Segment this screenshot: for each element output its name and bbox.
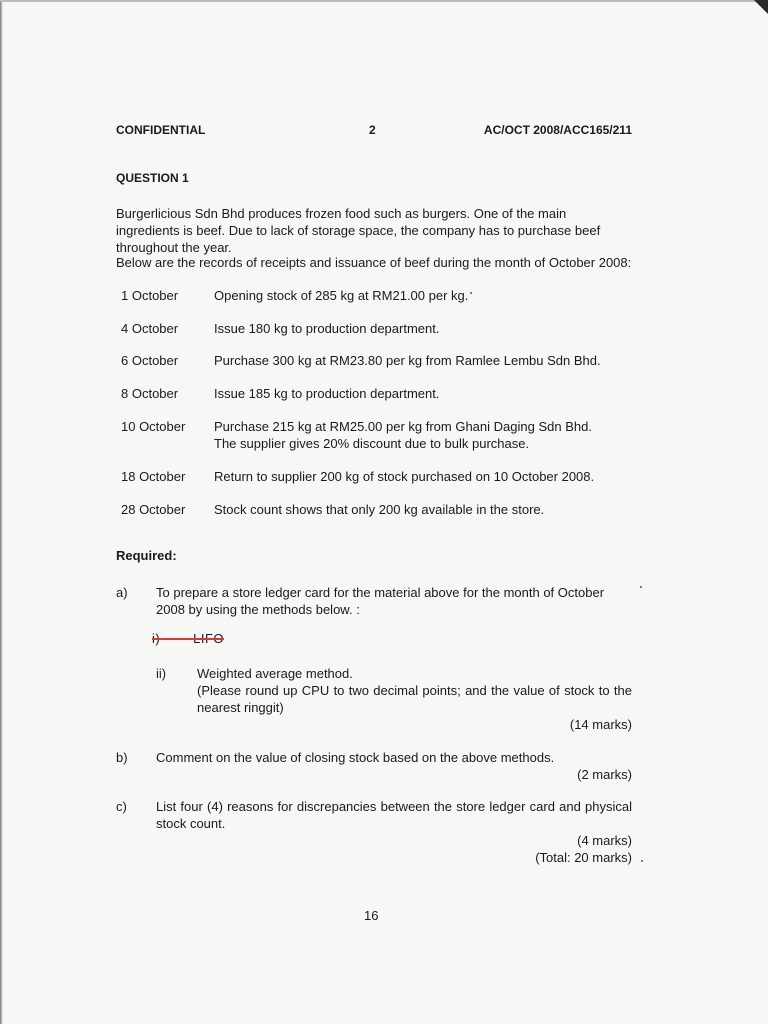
part-a-ii-text2: (Please round up CPU to two decimal points; and the value of stock to the nearest ringgit) <box>197 683 632 715</box>
page-header <box>116 123 632 141</box>
page-number: 16 <box>364 908 379 923</box>
record-date: 10 October <box>121 419 186 434</box>
record-date: 8 October <box>121 386 179 401</box>
part-a-label: a) <box>116 585 128 600</box>
records-intro: Below are the records of receipts and issuance of beef during the month of October 2008: <box>116 255 632 270</box>
scan-speck <box>470 292 472 294</box>
question-title: QUESTION 1 <box>116 171 189 185</box>
record-description: Purchase 300 kg at RM23.80 per kg from Ramlee Lembu Sdn Bhd. <box>214 353 601 368</box>
part-a-marks: (14 marks) <box>569 717 632 732</box>
record-description: Issue 180 kg to production department. <box>214 321 440 336</box>
header-page-number: 2 <box>369 123 376 137</box>
part-a-text: To prepare a store ledger card for the material above for the month of October 2008 by using the methods below. : <box>156 585 605 617</box>
record-date: 4 October <box>121 321 179 336</box>
part-c-label: c) <box>116 799 127 814</box>
scan-speck <box>640 586 642 588</box>
record-date: 6 October <box>121 353 179 368</box>
header-course-code: AC/OCT 2008/ACC165/211 <box>483 123 632 137</box>
record-date: 28 October <box>121 502 186 517</box>
record-description: Purchase 215 kg at RM25.00 per kg from Ghani Daging Sdn Bhd. <box>214 419 592 434</box>
question-total-marks: (Total: 20 marks) <box>535 850 632 865</box>
part-b-marks: (2 marks) <box>577 767 632 782</box>
part-a-i-struck <box>152 630 232 647</box>
part-a-ii-text1: Weighted average method. <box>197 666 353 681</box>
part-a-i-text: LIFO <box>193 631 225 646</box>
record-description: Issue 185 kg to production department. <box>214 386 440 401</box>
header-confidential: CONFIDENTIAL <box>116 123 206 137</box>
record-description: Return to supplier 200 kg of stock purchased on 10 October 2008. <box>214 469 595 484</box>
part-c-text: List four (4) reasons for discrepancies between the store ledger card and physical stock count. <box>156 799 632 831</box>
part-a-ii-label: ii) <box>156 666 167 681</box>
record-date: 18 October <box>121 469 186 484</box>
record-description: Opening stock of 285 kg at RM21.00 per kg. <box>214 288 469 303</box>
part-a-i-label: i) <box>152 631 161 646</box>
record-description: Stock count shows that only 200 kg available in the store. <box>214 502 545 517</box>
part-c-marks: (4 marks) <box>577 833 632 848</box>
scan-corner-mark <box>754 0 768 14</box>
record-date: 1 October <box>121 288 179 303</box>
scan-edge-top <box>0 0 768 2</box>
required-heading: Required: <box>116 548 177 563</box>
scan-edge-left <box>0 0 3 1024</box>
intro-paragraph: Burgerlicious Sdn Bhd produces frozen food such as burgers. One of the main ingredients is beef. Due to lack of storage space, the company has to purchase beef throughout the year. <box>116 206 601 255</box>
record-description-note: The supplier gives 20% discount due to bulk purchase. <box>214 436 530 451</box>
part-b-label: b) <box>116 750 128 765</box>
part-b-text: Comment on the value of closing stock based on the above methods. <box>156 750 555 765</box>
scan-speck <box>641 860 643 862</box>
